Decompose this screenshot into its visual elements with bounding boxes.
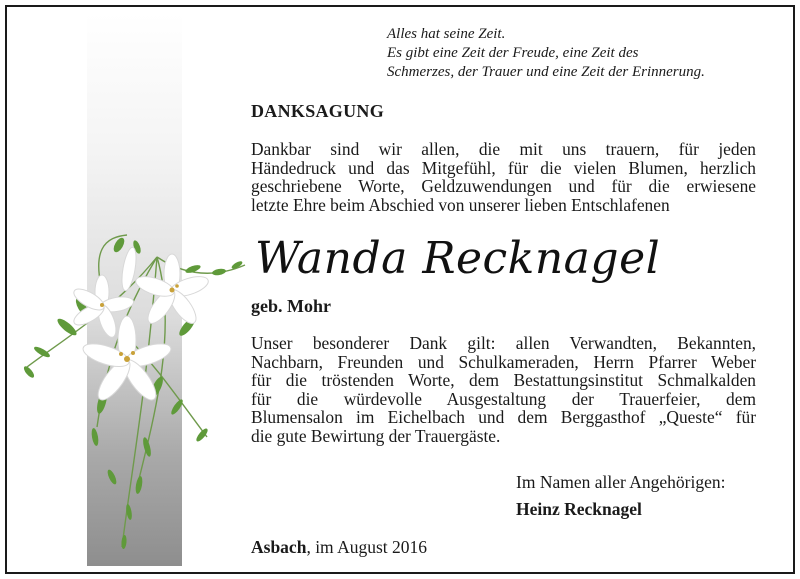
deceased-name: Wanda Recknagel: [255, 233, 661, 284]
place-name: Asbach: [251, 537, 307, 557]
quote-line: Alles hat seine Zeit.: [387, 26, 506, 42]
text-line: Dankbar sind wir allen, die mit uns trauern, für jeden: [251, 139, 756, 159]
quote-line: Es gibt eine Zeit der Freude, eine Zeit des: [387, 45, 639, 61]
lily-bouquet-icon: [7, 7, 247, 567]
signature-label: Im Namen aller Angehörigen:: [516, 472, 726, 492]
text-line: für die tröstenden Worte, dem Bestattungsinstitut Schmalkalden: [251, 370, 756, 390]
notice-heading: DANKSAGUNG: [251, 101, 385, 121]
obituary-notice: [5, 5, 795, 574]
quote-line: Schmerzes, der Trauer und eine Zeit der Erinnerung.: [387, 64, 705, 80]
text-line: Händedruck und das Mitgefühl, für die vielen Blumen, herzlich: [251, 157, 756, 178]
text-line: für die würdevolle Ausgestaltung der Trauerfeier, dem: [251, 388, 756, 409]
text-line: letzte Ehre beim Abschied von unserer lieben Entschlafenen: [251, 194, 670, 215]
date-text: , im August 2016: [306, 537, 428, 557]
maiden-name: geb. Mohr: [251, 296, 331, 316]
place-date: [251, 537, 427, 558]
text-line: die gute Bewirtung der Trauergäste.: [251, 425, 501, 446]
text-line: Blumensalon im Eichelbach und dem Berggasthof „Queste“ für: [251, 407, 756, 427]
text-line: geschriebene Worte, Geldzuwendungen und für die erwiesene: [251, 176, 756, 196]
text-line: Nachbarn, Freunden und Schulkameraden, Herrn Pfarrer Weber: [251, 351, 756, 372]
thanks-paragraph: [251, 140, 756, 214]
text-line: Unser besonderer Dank gilt: allen Verwandten, Bekannten,: [251, 333, 756, 353]
special-thanks-paragraph: [251, 334, 756, 445]
opening-quote: [387, 25, 777, 82]
signature-name: Heinz Recknagel: [516, 499, 642, 519]
